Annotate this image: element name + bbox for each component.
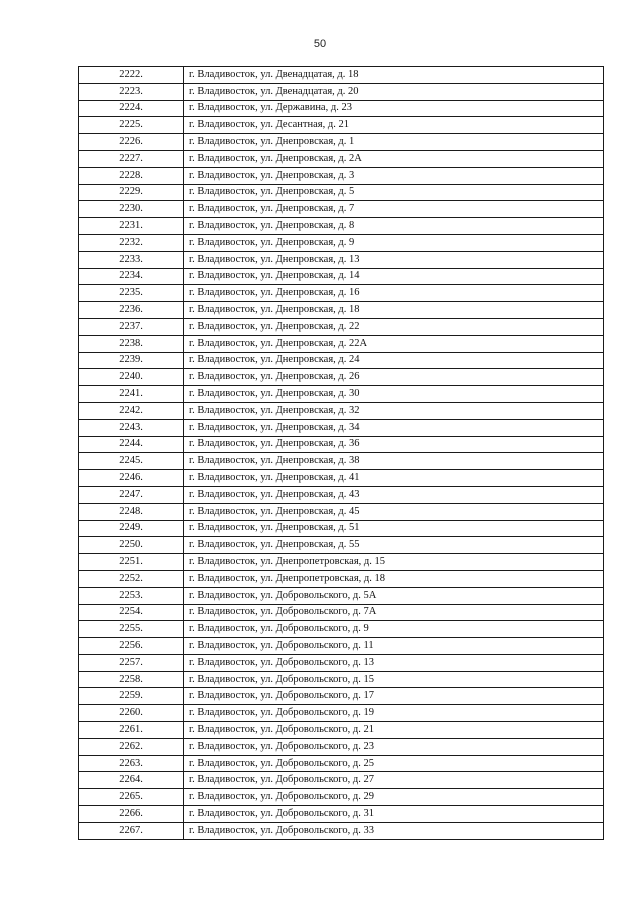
row-number-cell: 2258. — [79, 671, 184, 688]
row-number-cell: 2261. — [79, 722, 184, 739]
row-number-cell: 2237. — [79, 318, 184, 335]
address-cell: г. Владивосток, ул. Добровольского, д. 27 — [184, 772, 604, 789]
row-number-cell: 2236. — [79, 302, 184, 319]
row-number-cell: 2256. — [79, 638, 184, 655]
table-row — [79, 218, 604, 235]
row-number-cell: 2267. — [79, 822, 184, 839]
address-cell: г. Владивосток, ул. Державина, д. 23 — [184, 100, 604, 117]
table-row — [79, 369, 604, 386]
table-row — [79, 402, 604, 419]
address-cell: г. Владивосток, ул. Днепровская, д. 43 — [184, 486, 604, 503]
row-number-cell: 2245. — [79, 453, 184, 470]
row-number-cell: 2246. — [79, 470, 184, 487]
table-row — [79, 604, 604, 621]
page-number: 50 — [313, 38, 327, 50]
address-cell: г. Владивосток, ул. Днепровская, д. 3 — [184, 167, 604, 184]
table-row — [79, 134, 604, 151]
row-number-cell: 2240. — [79, 369, 184, 386]
table-row — [79, 806, 604, 823]
table-row — [79, 436, 604, 453]
table-row — [79, 83, 604, 100]
row-number-cell: 2232. — [79, 234, 184, 251]
address-cell: г. Владивосток, ул. Днепровская, д. 2А — [184, 150, 604, 167]
table-row — [79, 671, 604, 688]
table-row — [79, 486, 604, 503]
address-cell: г. Владивосток, ул. Десантная, д. 21 — [184, 117, 604, 134]
address-cell: г. Владивосток, ул. Добровольского, д. 29 — [184, 789, 604, 806]
address-cell: г. Владивосток, ул. Днепровская, д. 22А — [184, 335, 604, 352]
row-number-cell: 2264. — [79, 772, 184, 789]
table-row — [79, 638, 604, 655]
address-cell: г. Владивосток, ул. Двенадцатая, д. 20 — [184, 83, 604, 100]
address-cell: г. Владивосток, ул. Днепровская, д. 26 — [184, 369, 604, 386]
table-row — [79, 554, 604, 571]
address-cell: г. Владивосток, ул. Днепровская, д. 16 — [184, 285, 604, 302]
address-cell: г. Владивосток, ул. Днепровская, д. 45 — [184, 503, 604, 520]
row-number-cell: 2244. — [79, 436, 184, 453]
table-row — [79, 167, 604, 184]
table-row — [79, 419, 604, 436]
row-number-cell: 2231. — [79, 218, 184, 235]
address-cell: г. Владивосток, ул. Днепровская, д. 36 — [184, 436, 604, 453]
address-cell: г. Владивосток, ул. Днепровская, д. 5 — [184, 184, 604, 201]
table-row — [79, 100, 604, 117]
address-cell: г. Владивосток, ул. Днепровская, д. 1 — [184, 134, 604, 151]
table-row — [79, 822, 604, 839]
table-row — [79, 755, 604, 772]
row-number-cell: 2222. — [79, 67, 184, 84]
table-row — [79, 738, 604, 755]
row-number-cell: 2227. — [79, 150, 184, 167]
address-cell: г. Владивосток, ул. Добровольского, д. 21 — [184, 722, 604, 739]
address-cell: г. Владивосток, ул. Днепровская, д. 51 — [184, 520, 604, 537]
table-row — [79, 587, 604, 604]
address-cell: г. Владивосток, ул. Днепровская, д. 18 — [184, 302, 604, 319]
row-number-cell: 2223. — [79, 83, 184, 100]
table-row — [79, 520, 604, 537]
address-cell: г. Владивосток, ул. Днепровская, д. 41 — [184, 470, 604, 487]
row-number-cell: 2251. — [79, 554, 184, 571]
row-number-cell: 2259. — [79, 688, 184, 705]
table-row — [79, 386, 604, 403]
table-row — [79, 570, 604, 587]
address-cell: г. Владивосток, ул. Днепровская, д. 24 — [184, 352, 604, 369]
row-number-cell: 2242. — [79, 402, 184, 419]
address-cell: г. Владивосток, ул. Днепровская, д. 8 — [184, 218, 604, 235]
address-cell: г. Владивосток, ул. Добровольского, д. 9 — [184, 621, 604, 638]
address-cell: г. Владивосток, ул. Днепровская, д. 14 — [184, 268, 604, 285]
table-row — [79, 470, 604, 487]
row-number-cell: 2225. — [79, 117, 184, 134]
row-number-cell: 2234. — [79, 268, 184, 285]
table-row — [79, 67, 604, 84]
table-row — [79, 688, 604, 705]
row-number-cell: 2248. — [79, 503, 184, 520]
row-number-cell: 2239. — [79, 352, 184, 369]
address-cell: г. Владивосток, ул. Добровольского, д. 19 — [184, 705, 604, 722]
row-number-cell: 2252. — [79, 570, 184, 587]
row-number-cell: 2253. — [79, 587, 184, 604]
address-cell: г. Владивосток, ул. Днепровская, д. 13 — [184, 251, 604, 268]
address-cell: г. Владивосток, ул. Двенадцатая, д. 18 — [184, 67, 604, 84]
address-cell: г. Владивосток, ул. Днепровская, д. 55 — [184, 537, 604, 554]
address-cell: г. Владивосток, ул. Днепровская, д. 30 — [184, 386, 604, 403]
address-cell: г. Владивосток, ул. Добровольского, д. 17 — [184, 688, 604, 705]
row-number-cell: 2229. — [79, 184, 184, 201]
row-number-cell: 2238. — [79, 335, 184, 352]
row-number-cell: 2241. — [79, 386, 184, 403]
address-cell: г. Владивосток, ул. Добровольского, д. 13 — [184, 654, 604, 671]
row-number-cell: 2230. — [79, 201, 184, 218]
row-number-cell: 2265. — [79, 789, 184, 806]
row-number-cell: 2260. — [79, 705, 184, 722]
table-row — [79, 201, 604, 218]
table-row — [79, 184, 604, 201]
table-row — [79, 352, 604, 369]
row-number-cell: 2247. — [79, 486, 184, 503]
address-cell: г. Владивосток, ул. Днепропетровская, д. 18 — [184, 570, 604, 587]
row-number-cell: 2266. — [79, 806, 184, 823]
table-row — [79, 268, 604, 285]
address-table-body — [79, 67, 604, 840]
table-row — [79, 234, 604, 251]
row-number-cell: 2255. — [79, 621, 184, 638]
row-number-cell: 2263. — [79, 755, 184, 772]
table-row — [79, 302, 604, 319]
row-number-cell: 2257. — [79, 654, 184, 671]
table-row — [79, 621, 604, 638]
table-row — [79, 453, 604, 470]
address-cell: г. Владивосток, ул. Добровольского, д. 5А — [184, 587, 604, 604]
address-cell: г. Владивосток, ул. Добровольского, д. 15 — [184, 671, 604, 688]
row-number-cell: 2262. — [79, 738, 184, 755]
address-cell: г. Владивосток, ул. Добровольского, д. 7А — [184, 604, 604, 621]
table-row — [79, 789, 604, 806]
row-number-cell: 2235. — [79, 285, 184, 302]
address-cell: г. Владивосток, ул. Добровольского, д. 25 — [184, 755, 604, 772]
row-number-cell: 2224. — [79, 100, 184, 117]
table-row — [79, 335, 604, 352]
address-cell: г. Владивосток, ул. Добровольского, д. 11 — [184, 638, 604, 655]
address-table — [78, 66, 604, 840]
table-row — [79, 318, 604, 335]
address-cell: г. Владивосток, ул. Добровольского, д. 23 — [184, 738, 604, 755]
address-cell: г. Владивосток, ул. Днепровская, д. 7 — [184, 201, 604, 218]
address-cell: г. Владивосток, ул. Днепровская, д. 32 — [184, 402, 604, 419]
table-row — [79, 251, 604, 268]
table-row — [79, 722, 604, 739]
address-cell: г. Владивосток, ул. Добровольского, д. 31 — [184, 806, 604, 823]
row-number-cell: 2249. — [79, 520, 184, 537]
row-number-cell: 2254. — [79, 604, 184, 621]
table-row — [79, 772, 604, 789]
address-cell: г. Владивосток, ул. Днепровская, д. 34 — [184, 419, 604, 436]
address-cell: г. Владивосток, ул. Днепровская, д. 22 — [184, 318, 604, 335]
table-row — [79, 503, 604, 520]
table-row — [79, 654, 604, 671]
table-row — [79, 117, 604, 134]
address-cell: г. Владивосток, ул. Днепропетровская, д. 15 — [184, 554, 604, 571]
address-cell: г. Владивосток, ул. Добровольского, д. 33 — [184, 822, 604, 839]
address-cell: г. Владивосток, ул. Днепровская, д. 38 — [184, 453, 604, 470]
table-row — [79, 537, 604, 554]
row-number-cell: 2250. — [79, 537, 184, 554]
row-number-cell: 2243. — [79, 419, 184, 436]
row-number-cell: 2228. — [79, 167, 184, 184]
table-row — [79, 705, 604, 722]
row-number-cell: 2226. — [79, 134, 184, 151]
row-number-cell: 2233. — [79, 251, 184, 268]
table-row — [79, 150, 604, 167]
table-row — [79, 285, 604, 302]
address-cell: г. Владивосток, ул. Днепровская, д. 9 — [184, 234, 604, 251]
